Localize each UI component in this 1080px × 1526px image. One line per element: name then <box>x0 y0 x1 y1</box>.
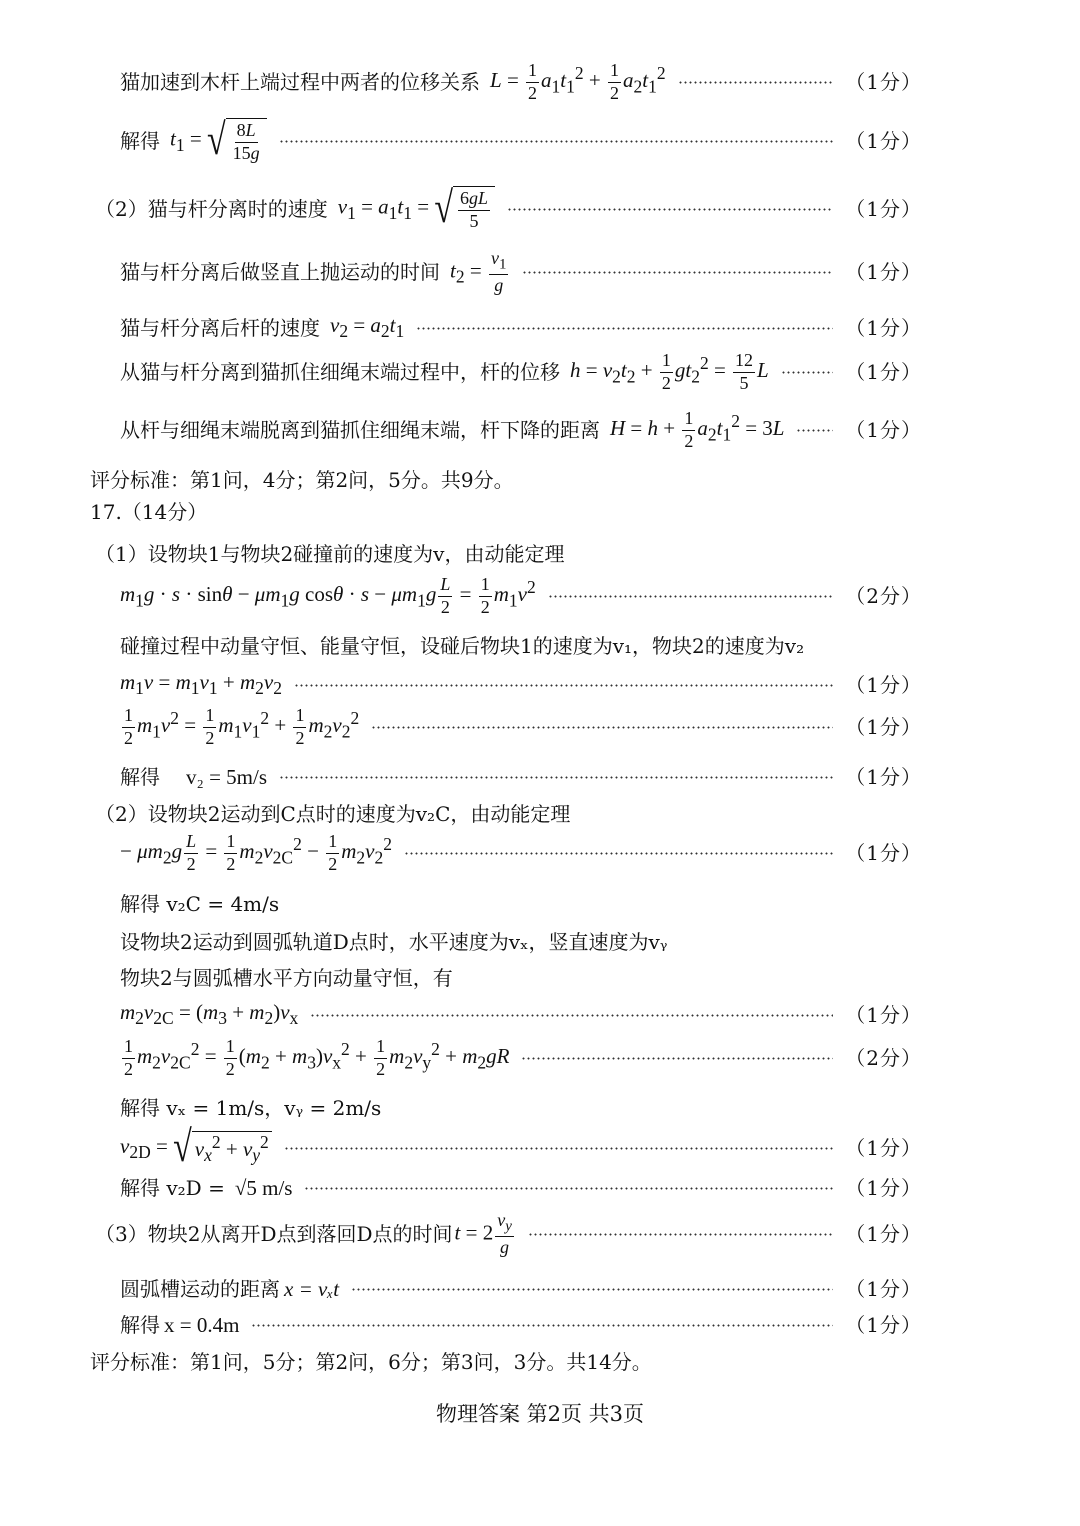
leader-dots <box>796 429 833 432</box>
formula: $v_{2D}$ = √ $v_x^2 + v_y^2$ <box>120 1131 272 1165</box>
score: （1分） <box>845 1176 922 1200</box>
formula: $m_2v_{2C} = (m_3 + m_2)v_x$ <box>120 1000 299 1029</box>
leader-dots <box>528 1233 833 1236</box>
answer-line <box>120 706 922 748</box>
leader-dots <box>507 208 833 211</box>
answer-line: 猫与杆分离后杆的速度 $v_2 = a_2t_1$ （1分） <box>120 313 922 342</box>
answer-line: （2）猫与杆分离时的速度 $v_1 = a_1t_1$ = √ $\frac{6gL}{5}$ （1分） <box>95 184 922 233</box>
score: （1分） <box>845 70 922 94</box>
answer-line: 解得 x = 0.4m （1分） <box>120 1312 922 1337</box>
answer-line <box>120 672 922 698</box>
formula: $v_2 = a_2t_1$ <box>330 313 405 342</box>
formula: x = 0.4m <box>164 1312 240 1337</box>
answer-line: 猫与杆分离后做竖直上抛运动的时间 $t_2$ = $\frac{v_1}{g}$ （1分） <box>120 247 922 295</box>
score: （1分） <box>845 360 922 384</box>
score: （1分） <box>845 673 922 697</box>
answer-text: （1）设物块1与物块2碰撞前的速度为v，由动能定理 <box>95 542 565 566</box>
formula: x = vₓt <box>284 1276 340 1301</box>
leader-dots <box>678 81 834 84</box>
formula: $m_1g \cdot s \cdot \sin\theta - \mu m_1g$ $\cos\theta \cdot s - \mu m_1g$ $\frac{L}{2}$ = $\frac{1}{2}$ $m_1v^2$ <box>120 573 536 617</box>
leader-dots <box>251 1324 833 1327</box>
formula: $m_1v = m_1v_1 + m_2v_2$ <box>120 670 282 699</box>
answer-line: 圆弧槽运动的距离 x = vₓt （1分） <box>120 1276 922 1301</box>
score: （2分） <box>845 1046 922 1070</box>
formula: − $\mu m_2g$ $\frac{L}{2}$ = $\frac{1}{2}$ $m_2v_{2C}^2$ − $\frac{1}{2}$ $m_2v_2^2$ <box>120 830 392 874</box>
answer-line: 从杆与细绳末端脱离到猫抓住细绳末端，杆下降的距离 H = h + $\frac{1}{2}$ $a_2t_1^2 = 3L$ （1分） <box>120 407 922 451</box>
leader-dots <box>548 595 834 598</box>
formula: $\frac{1}{2}$ $m_1v^2$ = $\frac{1}{2}$ $m_1v_1^2$ + $\frac{1}{2}$ $m_2v_2^2$ <box>124 704 360 748</box>
score: （1分） <box>845 316 922 340</box>
grading-note: 评分标准：第1问，5分；第2问，6分；第3问，3分。共14分。 <box>90 1350 652 1374</box>
score: （1分） <box>845 418 922 442</box>
leader-dots <box>404 852 833 855</box>
score: （1分） <box>845 765 922 789</box>
answer-line <box>120 574 922 618</box>
score: （1分） <box>845 715 922 739</box>
formula: $h = v_2t_2$ + $\frac{1}{2}$ $gt_2^2$ = $\frac{12}{5}$ L <box>570 349 769 393</box>
leader-dots <box>310 1014 833 1017</box>
formula: $t_2$ = $\frac{v_1}{g}$ <box>450 247 507 295</box>
formula: √5 m/s <box>234 1175 293 1200</box>
question-heading: 17.（14分） <box>90 500 208 524</box>
score: （1分） <box>845 841 922 865</box>
leader-dots <box>304 1187 833 1190</box>
answer-text: 解得 vₓ = 1m/s，vᵧ = 2m/s <box>120 1096 382 1120</box>
answer-line: 从猫与杆分离到猫抓住细绳末端过程中，杆的位移 $h = v_2t_2$ + $\frac{1}{2}$ $gt_2^2$ = $\frac{12}{5}$ L （1分） <box>120 349 922 393</box>
formula: $\frac{1}{2}$ $m_2v_{2C}^2$ = $\frac{1}{2}$ $(m_2 + m_3)v_x^2$ + $\frac{1}{2}$ $m_2v_y^2 + m_2gR$ <box>124 1035 510 1079</box>
score: （1分） <box>845 1136 922 1160</box>
leader-dots <box>351 1288 833 1291</box>
score: （1分） <box>845 129 922 153</box>
answer-text: 设物块2运动到圆弧轨道D点时，水平速度为vₓ，竖直速度为vᵧ <box>120 930 668 954</box>
formula: $v_1 = a_1t_1$ = √ $\frac{6gL}{5}$ <box>338 186 495 232</box>
leader-dots <box>371 726 833 729</box>
formula: v₂ = 5m/s <box>186 764 268 789</box>
leader-dots <box>521 1057 833 1060</box>
score: （1分） <box>845 1313 922 1337</box>
formula: L = $\frac{1}{2}$ $a_1t_1^2$ + $\frac{1}{2}$ $a_2t_1^2$ <box>490 59 666 103</box>
leader-dots <box>416 327 833 330</box>
answer-text: 碰撞过程中动量守恒、能量守恒，设碰后物块1的速度为v₁，物块2的速度为v₂ <box>120 634 805 658</box>
score: （1分） <box>845 1277 922 1301</box>
answer-line <box>120 1123 922 1172</box>
leader-dots <box>781 371 834 374</box>
answer-text: 解得 v₂C = 4m/s <box>120 892 280 916</box>
score: （1分） <box>845 197 922 221</box>
answer-line: 解得 v₂ = 5m/s （1分） <box>120 764 922 789</box>
leader-dots <box>522 271 833 274</box>
leader-dots <box>294 684 833 687</box>
leader-dots <box>284 1147 833 1150</box>
score: （1分） <box>845 260 922 284</box>
answer-text: （2）设物块2运动到C点时的速度为v₂C，由动能定理 <box>95 802 571 826</box>
formula: $t_1$ = √ $\frac{8L}{15g}$ <box>170 118 267 164</box>
leader-dots <box>279 140 834 143</box>
score: （2分） <box>845 584 922 608</box>
formula: H = h + $\frac{1}{2}$ $a_2t_1^2 = 3L$ <box>610 407 785 451</box>
answer-line <box>120 832 922 874</box>
score: （1分） <box>845 1222 922 1246</box>
score: （1分） <box>845 1003 922 1027</box>
answer-line <box>120 1036 922 1080</box>
answer-line: （3）物块2从离开D点到落回D点的时间 t = 2 $\frac{v_y}{g}$ （1分） <box>95 1209 922 1257</box>
grading-note: 评分标准：第1问，4分；第2问，5分。共9分。 <box>90 468 514 492</box>
answer-line: 猫加速到木杆上端过程中两者的位移关系 L = $\frac{1}{2}$ $a_1t_1^2$ + $\frac{1}{2}$ $a_2t_1^2$ （1分） <box>120 59 922 103</box>
answer-text: 物块2与圆弧槽水平方向动量守恒，有 <box>120 966 453 990</box>
formula: t = 2 $\frac{v_y}{g}$ <box>454 1209 512 1257</box>
answer-line <box>120 1002 922 1028</box>
leader-dots <box>279 776 833 779</box>
page-footer: 物理答案 第2页 共3页 <box>435 1402 645 1426</box>
answer-line: 解得 v₂D = √5 m/s （1分） <box>120 1175 922 1200</box>
answer-line: 解得 $t_1$ = √ $\frac{8L}{15g}$ （1分） <box>120 116 922 165</box>
